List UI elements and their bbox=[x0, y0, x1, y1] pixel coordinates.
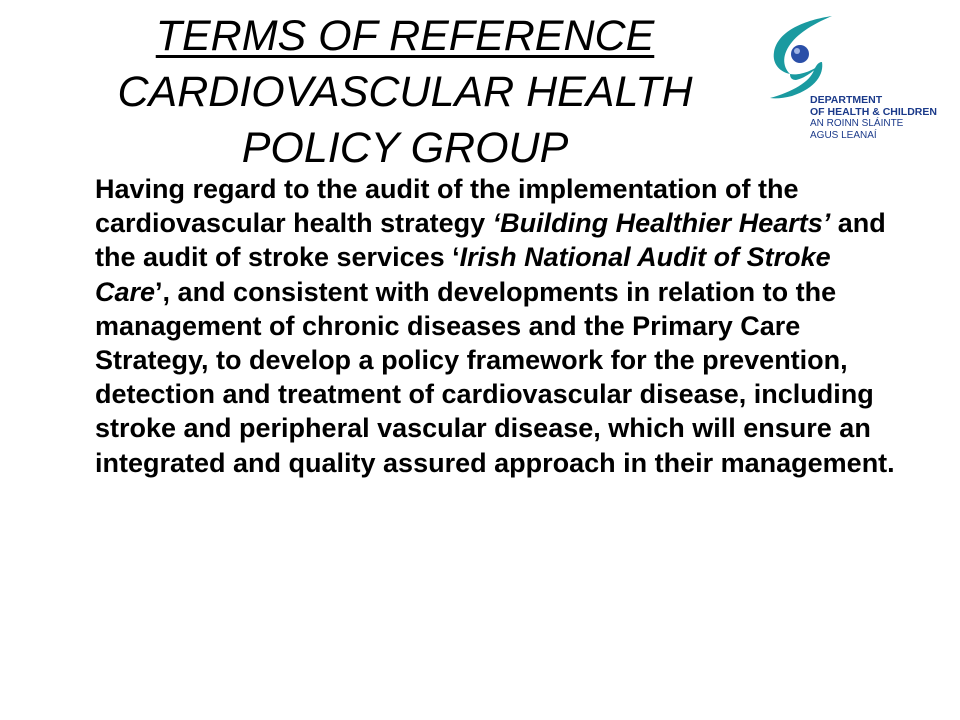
department-logo bbox=[766, 12, 956, 162]
paragraph-part-1: Having regard to the audit of the implementation of the cardiovascular health strategy bbox=[95, 174, 799, 239]
emphasis-irish-national-audit: Irish National Audit of Stroke Care bbox=[95, 242, 831, 307]
slide-title bbox=[0, 8, 810, 176]
logo-text bbox=[810, 94, 937, 142]
title-line-1: TERMS OF REFERENCE bbox=[155, 12, 655, 60]
logo-line-1: DEPARTMENT bbox=[810, 94, 883, 106]
terms-paragraph bbox=[95, 172, 907, 480]
paragraph-part-3: ’, and consistent with developments in relation to the management of chronic diseases and the Primary Care Strategy, to develop a policy framework for the prevention, detection and treatment of cardiovascular disease, including stroke and peripheral vascular disease, which will ensure an integrated and quality assured approach in their management. bbox=[95, 276, 895, 478]
department-s-emblem-icon bbox=[766, 12, 846, 102]
logo-line-2: OF HEALTH & CHILDREN bbox=[810, 106, 937, 118]
title-line-3: POLICY GROUP bbox=[241, 124, 569, 172]
logo-line-4: AGUS LEANAÍ bbox=[810, 130, 877, 141]
title-line-2: CARDIOVASCULAR HEALTH bbox=[117, 68, 693, 116]
paragraph-part-2: and the audit of stroke services ‘ bbox=[95, 208, 886, 273]
logo-line-3: AN ROINN SLÁINTE bbox=[810, 118, 904, 129]
emphasis-building-healthier-hearts: ‘Building Healthier Hearts’ bbox=[492, 208, 831, 239]
